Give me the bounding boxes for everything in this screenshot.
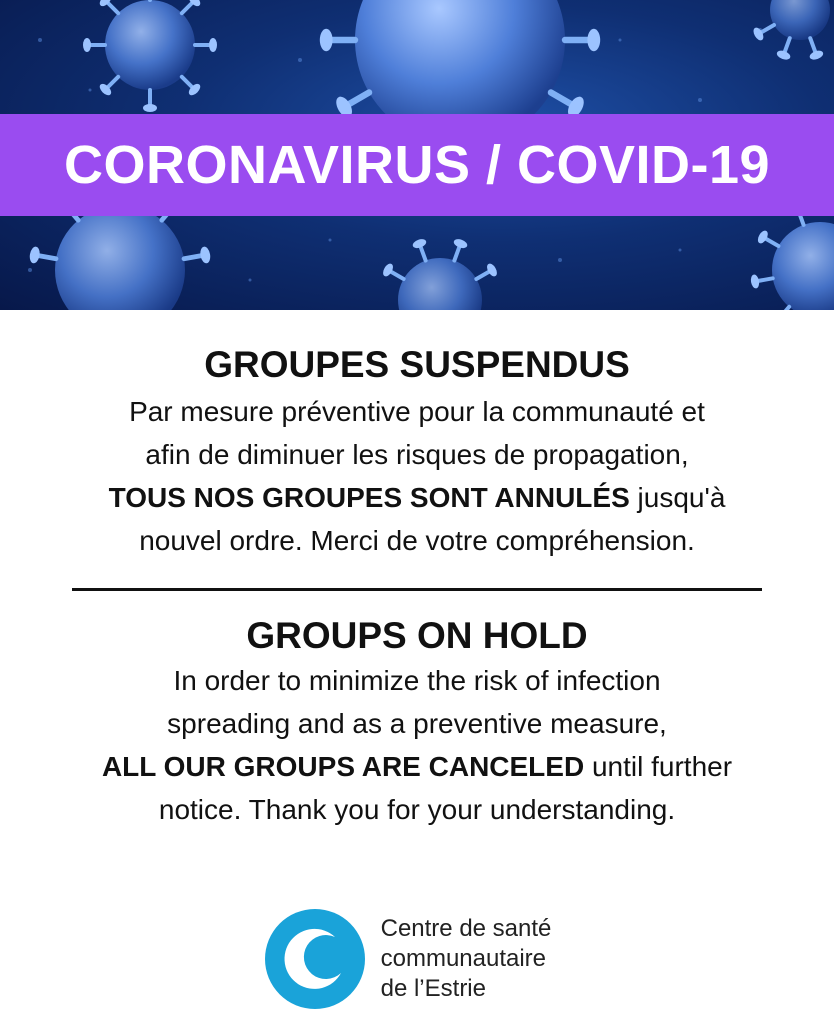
english-line-1: In order to minimize the risk of infection [173, 665, 661, 696]
organization-logo-block [263, 907, 552, 1011]
virus-right-icon [750, 202, 834, 310]
french-title: GROUPES SUSPENDUS [204, 344, 630, 385]
virus-bottom-center-icon [381, 237, 499, 310]
english-line-2: spreading and as a preventive measure, [167, 708, 667, 739]
english-line-4: notice. Thank you for your understanding. [158, 794, 676, 825]
french-line-3-rest: jusqu'à [629, 482, 726, 513]
section-divider [72, 588, 762, 591]
virus-top-right-icon [751, 0, 830, 61]
english-line-3-bold: ALL OUR GROUPS ARE CANCELED [101, 751, 585, 782]
english-line-3-rest: until further [584, 751, 733, 782]
organization-name-line-1: Centre de santé [380, 915, 552, 942]
organization-name-line-2: communautaire [380, 945, 547, 972]
english-paragraph [37, 659, 797, 831]
title-banner [0, 114, 834, 216]
csce-logo-icon [263, 907, 367, 1011]
english-title: GROUPS ON HOLD [246, 615, 588, 656]
organization-name-line-3: de l’Estrie [380, 975, 486, 1002]
organization-footer [0, 904, 834, 1014]
french-line-3-bold: TOUS NOS GROUPES SONT ANNULÉS [108, 482, 630, 513]
french-paragraph [57, 390, 777, 562]
french-line-1: Par mesure préventive pour la communauté et [129, 396, 705, 427]
virus-top-left-icon [83, 0, 217, 112]
banner-title: CORONAVIRUS / COVID-19 [63, 135, 771, 195]
notice-content [0, 310, 834, 831]
organization-name [381, 914, 552, 1004]
virus-hero-image [0, 0, 834, 310]
french-line-4: nouvel ordre. Merci de votre compréhension. [139, 525, 695, 556]
french-line-2: afin de diminuer les risques de propagation, [145, 439, 689, 470]
